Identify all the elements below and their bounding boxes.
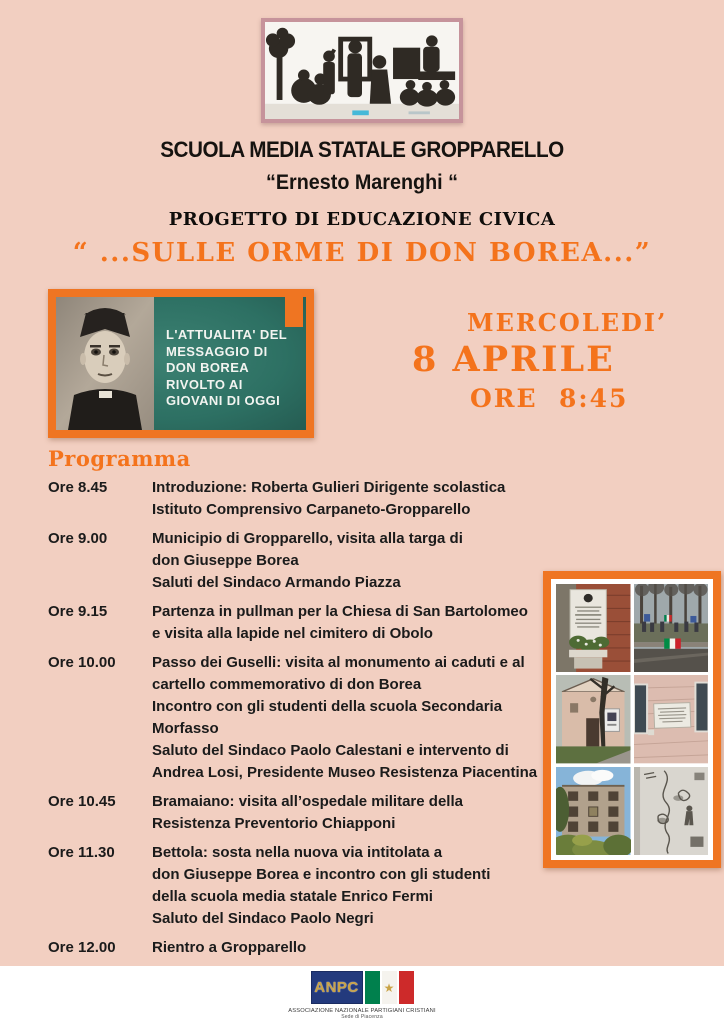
footer [0,966,724,1023]
slide-text: L'ATTUALITA' DEL MESSAGGIO DI DON BOREA RIVOLTO AI GIOVANI DI OGGI [166,327,288,408]
flag-star-icon: ★ [383,980,395,995]
project-title: PROGETTO DI EDUCAZIONE CIVICA [168,209,556,230]
program-item [48,791,550,835]
slide-orange-tab [285,297,303,327]
program-item-description: Bramaiano: visita all’ospedale militare della Resistenza Preventorio Chiapponi [152,793,463,832]
italian-flag-white-stripe [382,971,397,1004]
slide-image [48,289,314,438]
event-date: 8 APRILE [412,339,615,380]
program-item-description: Rientro a Gropparello [152,939,307,956]
slide-teal-panel [154,297,306,430]
program-item-time: Ore 10.45 [48,793,116,810]
collage-photo-church [556,675,631,763]
don-borea-photo [56,297,154,430]
motto-title: “ ...SULLE ORME DI DON BOREA...” [72,238,652,268]
program-item-description: Passo dei Guselli: visita al monumento ai caduti e al cartello commemorativo di don Borea Incontro con gli studenti della scuola Secondaria Morfasso Saluto del Sindaco Paolo Calestani e intervento di Andrea Losi, Presidente Museo Resistenza Piacentina [152,654,538,781]
program-item-time: Ore 10.00 [48,654,116,671]
collage-photo-ruined-building [556,767,631,855]
program-item [48,937,550,959]
photo-collage-grid [556,584,708,855]
program-item [48,652,550,784]
relief-sculpture-art [265,22,459,119]
don-borea-portrait-art [56,297,154,430]
event-day: MERCOLEDI’ [467,308,668,337]
program-item-description: Partenza in pullman per la Chiesa di San Bartolomeo e visita alla lapide nel cimitero di Obolo [152,603,528,642]
school-subtitle: “Ernesto Marenghi “ [266,171,458,194]
program-heading: Programma [48,446,191,471]
program-item-time: Ore 8.45 [48,479,108,496]
program-item-description: Bettola: sosta nella nuova via intitolata a don Giuseppe Borea e incontro con gli studenti della scuola media statale Enrico Fermi Saluto del Sindaco Paolo Negri [152,844,491,927]
program-item-time: Ore 9.00 [48,530,108,547]
program-item-description: Introduzione: Roberta Gulieri Dirigente scolastica Istituto Comprensivo Carpaneto-Gropparello [152,479,506,518]
program-item-time: Ore 11.30 [48,844,115,861]
program-schedule [48,477,550,966]
footer-organization [101,1007,622,1020]
program-item-description: Municipio di Gropparello, visita alla targa di don Giuseppe Borea Saluti del Sindaco Armando Piazza [152,530,463,591]
collage-photo-building-plaque [634,675,709,763]
program-item-time: Ore 9.15 [48,603,108,620]
program-item-time: Ore 12.00 [48,939,116,956]
event-date-block [410,308,710,413]
collage-photo-flag-ceremony [634,584,709,672]
footer-org-location: Sede di Piacenza [341,1014,383,1020]
anpc-logo [311,971,414,1004]
event-time: ORE 8:45 [470,384,629,413]
program-item [48,842,550,930]
collage-photo-sketch-map [634,767,709,855]
italian-flag-red-stripe [399,971,414,1004]
relief-sculpture-image [261,18,463,123]
school-title: SCUOLA MEDIA STATALE GROPPARELLO [160,137,564,162]
program-item [48,601,550,645]
footer-org-name: ASSOCIAZIONE NAZIONALE PARTIGIANI CRISTIANI [288,1007,436,1014]
anpc-logo-text: ANPC [311,971,363,1004]
photo-collage [543,571,721,868]
italian-flag-green-stripe [365,971,380,1004]
collage-photo-memorial-plaque [556,584,631,672]
program-item [48,477,550,521]
program-item [48,528,550,594]
